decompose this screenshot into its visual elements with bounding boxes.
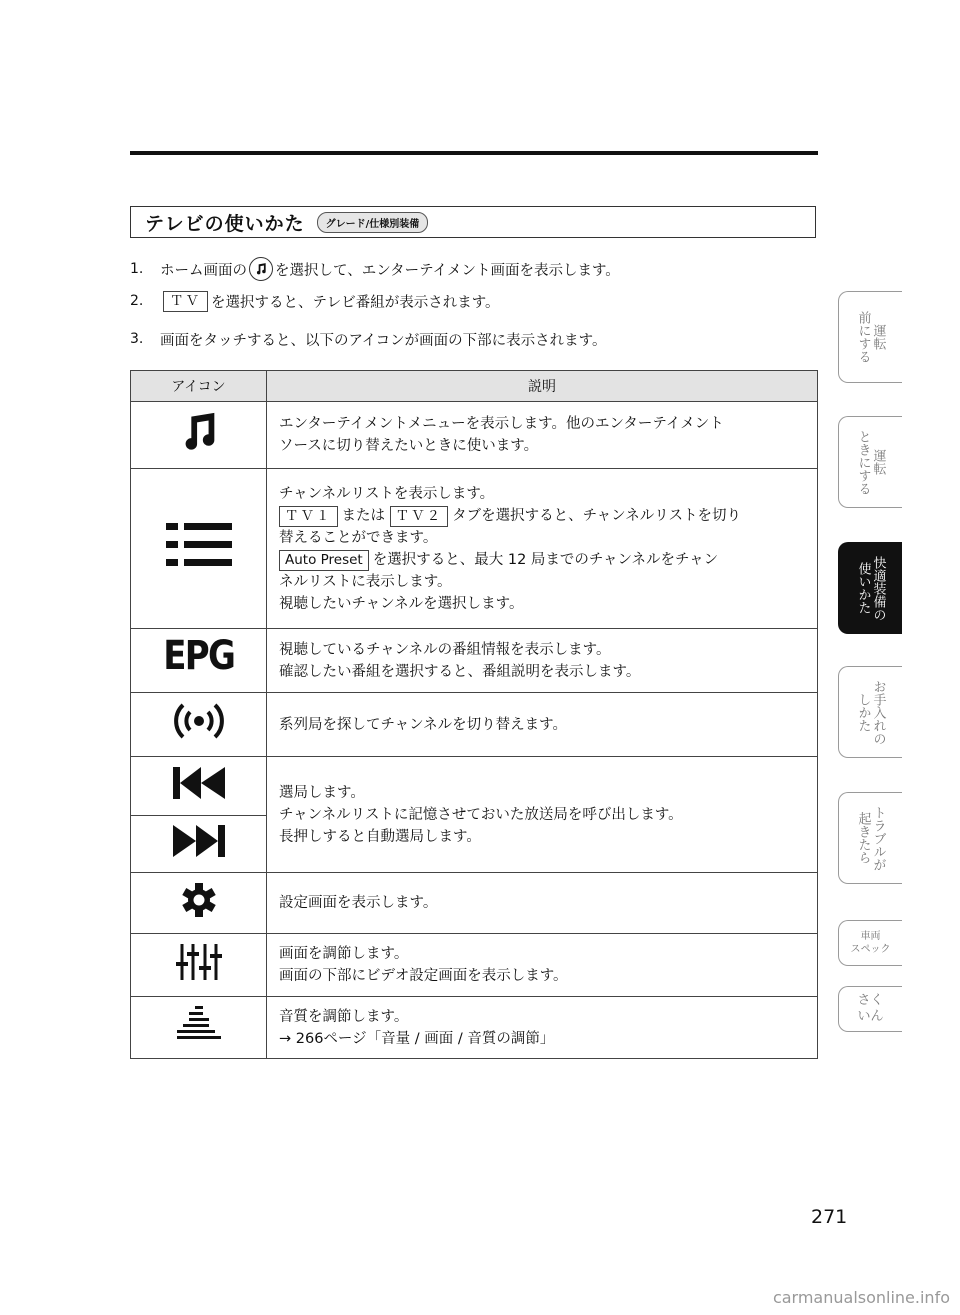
table-row — [131, 873, 818, 934]
desc-line — [279, 549, 807, 571]
desc-line: 系列局を探してチャンネルを切り替えます。 — [267, 693, 818, 757]
table-row — [131, 693, 818, 757]
skip-back-icon — [171, 789, 227, 805]
tab-vehicle-specs[interactable] — [838, 920, 902, 966]
table-row — [131, 629, 818, 693]
desc-text: を選択すると、最大 12 局までのチャンネルをチャン — [372, 551, 719, 568]
tab-label: 車両 — [860, 931, 881, 942]
table-row — [131, 757, 818, 816]
grade-badge: グレード/仕様別装備 — [317, 212, 429, 233]
table-row — [131, 934, 818, 997]
tab-label: 運転 — [870, 324, 886, 350]
step-1 — [130, 258, 620, 280]
desc-line: 設定画面を表示します。 — [267, 873, 818, 934]
desc-line: チャンネルリストに記憶させておいた放送局を呼び出します。 — [279, 806, 683, 823]
tab-while-driving[interactable] — [838, 416, 902, 508]
gear-icon — [181, 906, 217, 922]
skip-forward-icon — [171, 847, 227, 863]
tab-label: 快適装備の — [870, 555, 886, 621]
tab-label: 使いかた — [855, 562, 871, 614]
desc-line: エンターテイメントメニューを表示します。他のエンターテイメント — [279, 416, 724, 432]
step-number: 3. — [130, 331, 144, 347]
epg-icon: EPG — [163, 633, 234, 679]
tab-label: 運転 — [870, 449, 886, 475]
tv2-tab-button[interactable]: ＴＶ２ — [390, 506, 449, 527]
music-note-icon — [249, 257, 273, 281]
desc-line: 画面を調節します。 — [279, 946, 409, 962]
desc-line: 替えることができます。 — [279, 529, 438, 546]
tab-troubleshooting[interactable] — [838, 792, 902, 884]
desc-line — [279, 505, 807, 527]
desc-line: 画面の下部にビデオ設定画面を表示します。 — [279, 968, 568, 984]
tab-label: ときにする — [855, 429, 871, 495]
broadcast-icon — [174, 729, 224, 745]
step-text: を選択すると、テレビ番組が表示されます。 — [211, 294, 500, 311]
auto-preset-button[interactable]: Auto Preset — [279, 550, 369, 571]
section-title: テレビの使いかた — [145, 212, 305, 235]
step-text: 画面をタッチすると、以下のアイコンが画面の下部に表示されます。 — [160, 332, 607, 349]
step-text: を選択して、エンターテイメント画面を表示します。 — [275, 262, 620, 279]
tab-label: いん — [857, 1009, 884, 1024]
equalizer-sliders-icon — [176, 970, 222, 986]
desc-line: ネルリストに表示します。 — [279, 573, 452, 590]
tv1-tab-button[interactable]: ＴＶ１ — [279, 506, 338, 527]
desc-line: 音質を調節します。 — [279, 1008, 409, 1025]
step-number: 2. — [130, 293, 144, 309]
desc-line: ソースに切り替えたいときに使います。 — [279, 438, 539, 454]
section-header — [130, 206, 816, 238]
table-header — [131, 371, 818, 402]
desc-line: 確認したい番組を選択すると、番組説明を表示します。 — [279, 663, 641, 680]
step-2 — [130, 290, 500, 312]
table-row — [131, 469, 818, 629]
tab-index[interactable] — [838, 986, 902, 1032]
desc-line: チャンネルリストを表示します。 — [279, 485, 495, 502]
icon-table — [130, 370, 818, 1059]
tab-maintenance[interactable] — [838, 666, 902, 758]
desc-line: 視聴したいチャンネルを選択します。 — [279, 595, 524, 612]
tab-label: 起きたら — [855, 812, 871, 864]
table-row — [131, 402, 818, 469]
tv-button[interactable]: ＴＶ — [163, 291, 208, 312]
desc-text: タブを選択すると、チャンネルリストを切り — [452, 507, 741, 524]
header-icon: アイコン — [131, 371, 267, 402]
step-number: 1. — [130, 261, 144, 277]
desc-line: 選局します。 — [279, 784, 365, 801]
tab-label: さく — [857, 993, 884, 1008]
desc-line: → 266ページ「音量 / 画面 / 音質の調節」 — [279, 1030, 555, 1047]
tab-before-driving[interactable] — [838, 291, 902, 383]
desc-text: または — [341, 507, 385, 524]
desc-line: 長押しすると自動選局します。 — [279, 828, 481, 845]
desc-line: 視聴しているチャンネルの番組情報を表示します。 — [279, 641, 611, 658]
music-note-icon — [176, 443, 222, 459]
step-text: ホーム画面の — [160, 262, 247, 279]
tab-label: しかた — [855, 692, 871, 732]
top-rule — [130, 151, 818, 155]
tab-label: トラブルが — [870, 805, 886, 871]
channel-list-icon — [166, 555, 232, 571]
tab-label: 前にする — [855, 311, 871, 363]
table-row — [131, 997, 818, 1059]
step-3 — [130, 328, 606, 350]
tab-comfort-equipment[interactable] — [838, 542, 902, 634]
tab-label: お手入れの — [870, 679, 886, 745]
header-desc: 説明 — [267, 371, 818, 402]
tab-label: スペック — [850, 944, 891, 955]
footer-watermark: carmanualsonline.info — [772, 1288, 950, 1307]
sound-level-icon — [175, 1032, 223, 1048]
page-number: 271 — [811, 1206, 848, 1228]
